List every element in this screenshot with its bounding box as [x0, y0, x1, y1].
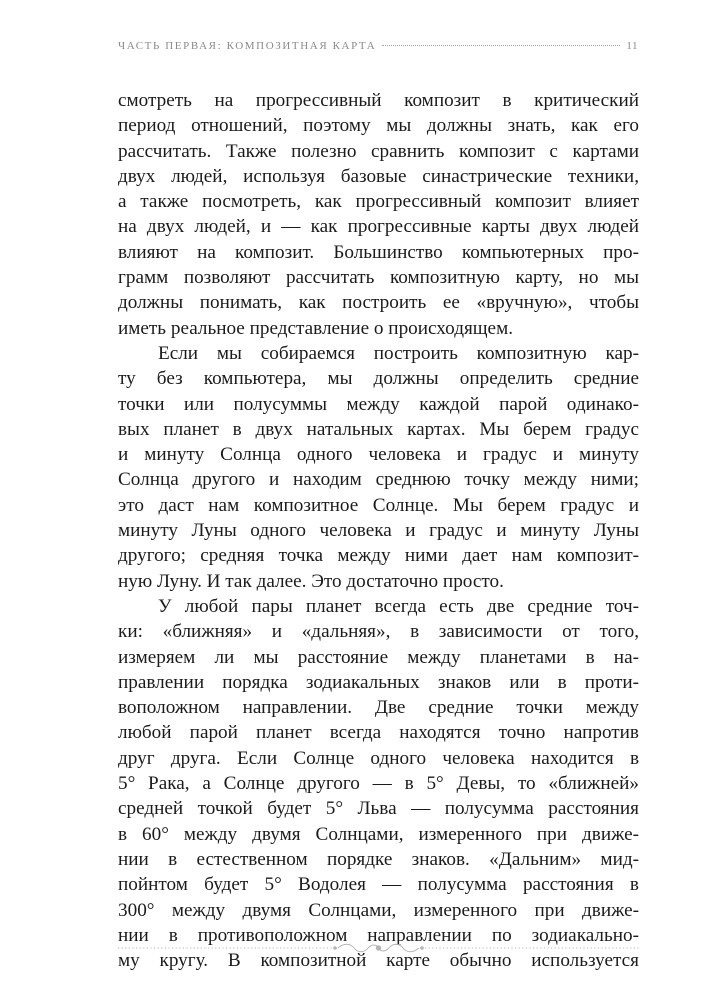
- text-line: это даст нам композитное Солнце. Мы берем градус и: [118, 494, 639, 516]
- text-line: средней точкой будет 5° Льва — полусумма расстояния: [118, 798, 639, 820]
- text-line: друг друга. Если Солнце одного человека находится в: [118, 747, 639, 769]
- text-line: любой парой планет всегда находятся точно напротив: [118, 722, 639, 744]
- text-line: а также посмотреть, как прогрессивный композит влияет: [118, 191, 639, 213]
- scroll-ornament-icon: [118, 942, 639, 954]
- text-line: смотреть на прогрессивный композит в критический: [118, 90, 639, 111]
- text-line: измеряем ли мы расстояние между планетами в на-: [118, 646, 639, 668]
- text-line: У любой пары планет всегда есть две средние точ-: [158, 595, 639, 617]
- text-line: нии в естественном порядке знаков. «Дальним» мид-: [118, 848, 639, 870]
- text-line: на двух людей, и — как прогрессивные карты двух людей: [118, 216, 639, 238]
- running-head-section: ЧАСТЬ ПЕРВАЯ: КОМПОЗИТНАЯ КАРТА: [118, 40, 377, 52]
- running-head-leader: [382, 45, 620, 46]
- text-line: минуту Луны одного человека и градус и минуту Луны: [118, 520, 639, 542]
- text-line: рассчитать. Также полезно сравнить композит с картами: [118, 140, 639, 162]
- text-line: ки: «ближняя» и «дальняя», в зависимости от того,: [118, 621, 639, 643]
- text-line: Солнца другого и находим среднюю точку между ними;: [118, 469, 639, 491]
- text-line: грамм позволяют рассчитать композитную карту, но мы: [118, 267, 639, 289]
- text-line: период отношений, поэтому мы должны знать, как его: [118, 115, 639, 137]
- text-line: нии в противоположном направлении по зодиакально-: [118, 924, 639, 946]
- text-line: двух людей, используя базовые синастрические техники,: [118, 165, 639, 187]
- text-line: воположном направлении. Две средние точки между: [118, 697, 639, 719]
- footer-ornament: [118, 942, 639, 954]
- body-text: [118, 88, 639, 973]
- text-line: и минуту Солнца одного человека и градус и минуту: [118, 444, 639, 466]
- running-head: [118, 40, 638, 60]
- text-line: Если мы собираемся построить композитную кар-: [158, 342, 639, 364]
- text-line: ную Луну. И так далее. Это достаточно просто.: [118, 570, 504, 592]
- text-line: вых планет в двух натальных картах. Мы берем градус: [118, 418, 639, 440]
- text-line: должны понимать, как построить ее «вручную», чтобы: [118, 292, 639, 314]
- page-number: 11: [626, 40, 638, 52]
- text-line: влияют на композит. Большинство компьютерных про-: [118, 241, 639, 263]
- text-line: иметь реальное представление о происходящем.: [118, 317, 514, 339]
- text-line: му кругу. В композитной карте обычно используется: [118, 950, 639, 972]
- text-line: пойнтом будет 5° Водолея — полусумма расстояния в: [118, 874, 639, 896]
- text-line: 300° между двумя Солнцами, измеренного при движе-: [118, 899, 639, 921]
- text-line: 5° Рака, а Солнце другого — в 5° Девы, то «ближней»: [118, 773, 639, 795]
- text-line: ту без компьютера, мы должны определить средние: [118, 368, 639, 390]
- text-line: правлении порядка зодиакальных знаков или в проти-: [118, 671, 639, 693]
- text-line: точки или полусуммы между каждой парой одинако-: [118, 393, 639, 415]
- text-line: другого; средняя точка между ними дает нам композит-: [118, 545, 639, 567]
- text-line: в 60° между двумя Солнцами, измеренного при движе-: [118, 823, 639, 845]
